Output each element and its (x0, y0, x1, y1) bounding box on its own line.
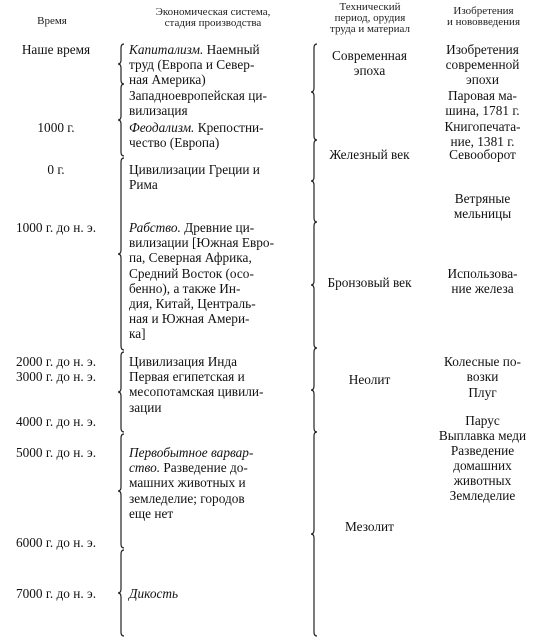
invention-wheeled-carts: Колесные по- возки (444, 354, 521, 385)
brace-economy-barbarism (118, 434, 124, 548)
time-label-now: Наше время (21, 42, 91, 57)
economy-slavery (129, 220, 305, 342)
time-label-0: 0 г. (47, 162, 65, 177)
time-label-5000bc: 5000 г. до н. э. (15, 445, 97, 460)
term-barbarism: Первобытное варвар- ство. (129, 445, 254, 476)
brace-economy-capitalism (118, 44, 124, 84)
time-label-7000bc: 7000 г. до н. э. (15, 586, 97, 601)
brace-economy-early-civ (118, 352, 124, 432)
time-label-1000: 1000 г. (37, 120, 75, 135)
invention-steam-engine: Паровая ма- шина, 1781 г. (445, 88, 520, 119)
text-slavery: Древние ци- вилизации [Южная Евро- па, Северная Африка, Средний Восток (осо- бенно), а также Ин- дия, Китай, Централь- ная и Южная Амери- ка] (129, 220, 274, 342)
text-feudalism: Крепостни- чество (Европа) (129, 120, 264, 151)
economy-greece-rome: Цивилизации Греции и Рима (129, 162, 260, 193)
invention-plough: Плуг (468, 385, 497, 400)
brace-economy-antiquity (118, 158, 124, 350)
invention-modern: Изобретения современной эпохи (445, 42, 520, 88)
time-label-4000bc: 4000 г. до н. э. (15, 414, 97, 429)
economy-capitalism (129, 42, 305, 88)
text-capitalism: Наемный труд (Европа и Север- ная Америка) (129, 42, 260, 88)
economy-feudalism (129, 120, 305, 150)
time-label-6000bc: 6000 г. до н. э. (15, 535, 97, 550)
invention-iron-use: Использова- ние железа (447, 266, 518, 297)
term-capitalism: Капитализм. (129, 42, 204, 57)
invention-agriculture: Земледелие (449, 488, 516, 503)
invention-domestication: Разведение домашних животных (450, 443, 515, 489)
economy-indus-egypt: Цивилизация Инда Первая египетская и месопотамская цивили- зации (129, 354, 264, 415)
header-inventions: Изобретения и нововведения (446, 5, 520, 28)
economy-western-civ: Западноевропейская ци- вилизация (129, 88, 267, 119)
invention-copper-smelting: Выплавка меди (438, 428, 527, 443)
time-label-3000bc: 3000 г. до н. э. (15, 369, 97, 384)
tech-modern-era: Современная эпоха (332, 48, 407, 79)
header-time: Время (37, 15, 67, 27)
tech-bronze-age: Бронзовый век (327, 275, 412, 290)
invention-crop-rotation: Севооборот (449, 147, 516, 162)
tech-iron-age: Железный век (329, 147, 410, 162)
header-economy: Экономическая система, стадия производства (155, 6, 271, 29)
economy-savagery: Дикость (129, 586, 179, 601)
header-tech: Технический период, орудия труда и материал (330, 1, 410, 35)
term-slavery: Рабство. (129, 220, 181, 235)
text-barbarism: Разведение до- машних животных и земледелие; городов еще нет (129, 460, 248, 521)
term-feudalism: Феодализм. (129, 120, 195, 135)
invention-sail: Парус (465, 413, 500, 428)
brace-tech-neolithic (311, 348, 317, 432)
brace-economy-savagery (118, 550, 124, 636)
invention-windmills: Ветряные мельницы (453, 191, 512, 222)
economy-barbarism (129, 445, 305, 521)
tech-neolithic: Неолит (348, 372, 391, 387)
invention-printing: Книгопечата- ние, 1381 г. (444, 119, 521, 150)
time-label-2000bc: 2000 г. до н. э. (15, 354, 97, 369)
brace-economy-feudal (118, 84, 124, 156)
time-label-1000bc: 1000 г. до н. э. (15, 220, 97, 235)
tech-mesolithic: Мезолит (345, 519, 394, 534)
